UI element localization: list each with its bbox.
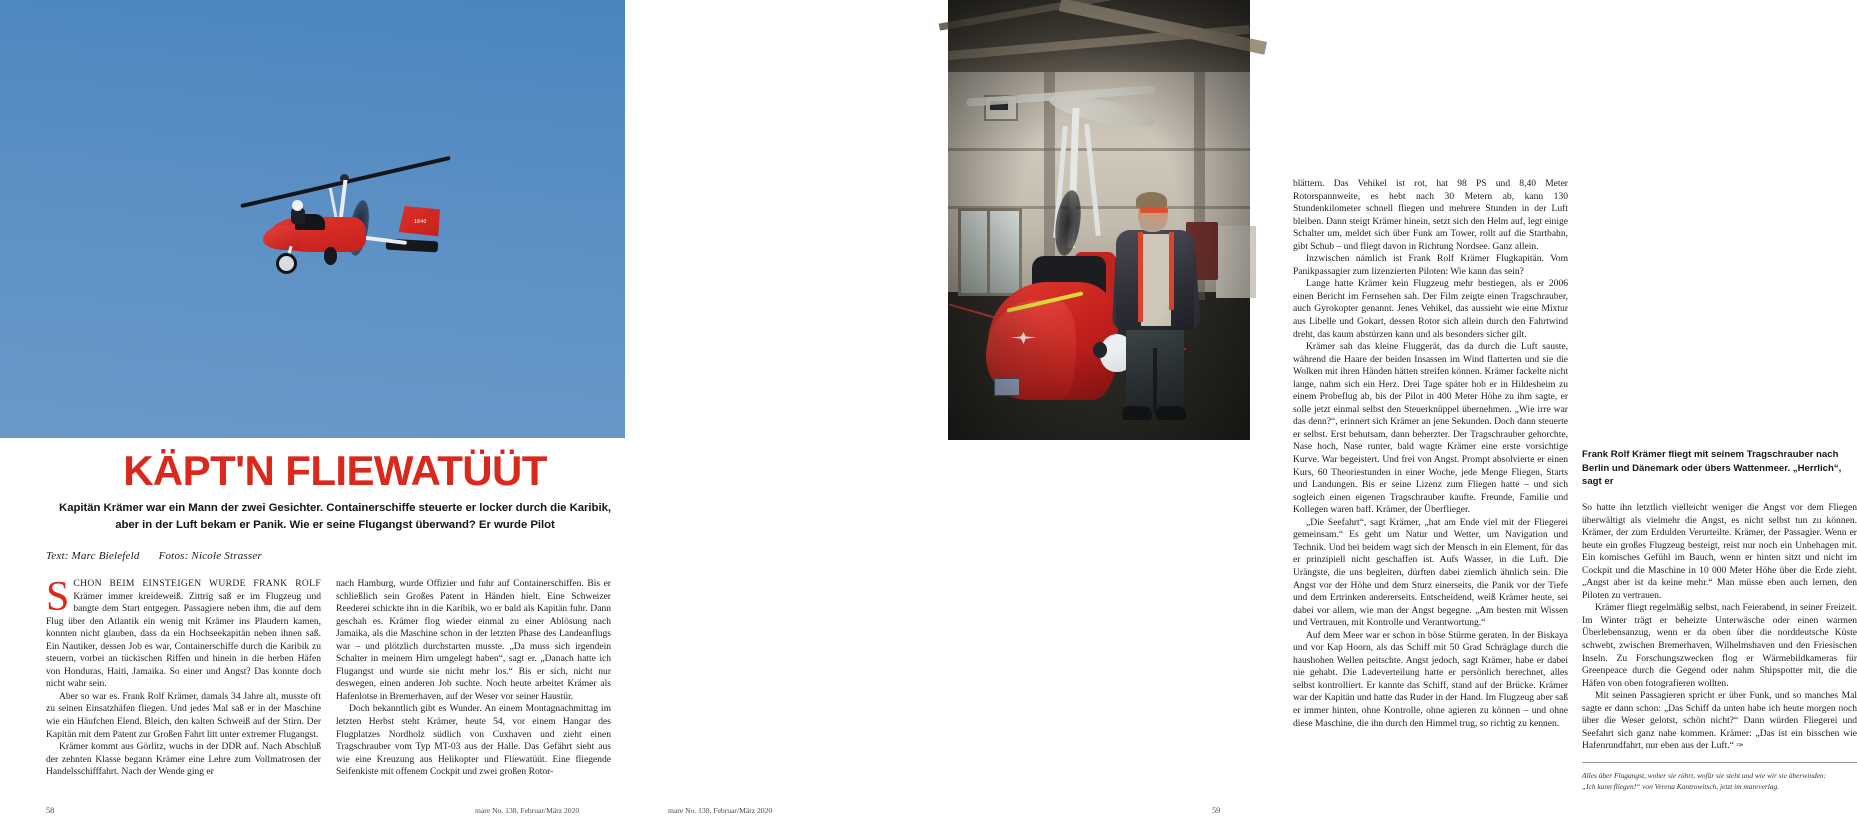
pilot-helmet-icon — [292, 200, 303, 211]
byline-text: Text: Marc Bielefeld — [46, 550, 140, 562]
photo-vignette — [948, 0, 1250, 440]
paragraph: nach Hamburg, wurde Offizier und fuhr auf Containerschiffen. Bis er schließlich sein Großes Patent in Händen hielt. Eine Schweizer Reederei schickte ihn in die Karibik, wo er bald als Kapitän fuhr. Dann geschah es. Krämer flog wieder einmal zu einer Ablösung nach Jamaika, als die Maschine schon in der letzten Phase des Landeanflugs war – und plötzlich durchstarten musste. „Da muss sich irgendein Schalter in meinem Hirn umgelegt haben“, sagt er. „Danach hatte ich Flugangst und wurde sie nicht mehr los.“ Bis er sich, nicht nur deswegen, einen anderen Job suchte. Noch heute arbeitet Krämer als Hafenlotse in Bremerhaven, auf der Weser vor seiner Haustür. — [336, 578, 611, 702]
paragraph-text: Mit seinen Passagieren spricht er über Funk, und so manches Mal sagte er dann schon: „Das Schiff da unten habe ich heute morgen noch über die Weser gelotst, schön nicht?“ Dann würden Fliegerei und Seefahrt sich ganz nahe kommen. Krämer: „Das ist ein bisschen wie Hafenrundfahrt, nur eben aus der Luft.“ — [1582, 690, 1857, 752]
paragraph: Krämer kommt aus Görlitz, wuchs in der DDR auf. Nach Abschluß der zehnten Klasse begann Krämer eine Lehre zum Vollmatrosen der Handelsschifffahrt. Nach der Wende ging er — [46, 741, 321, 778]
folio-right: 59 — [1212, 806, 1221, 815]
paragraph: Inzwischen nämlich ist Frank Rolf Krämer Flugkapitän. Vom Panikpassagier zum lizenzierten Piloten: Wie kann das sein? — [1293, 253, 1568, 277]
end-mark-icon: ✑ — [1736, 741, 1744, 752]
page-right — [625, 0, 1857, 834]
running-head-right: mare No. 138, Februar/März 2020 — [668, 806, 773, 815]
footnote-line-2: „Ich kann fliegen!“ von Verena Kantrowitsch, jetzt im mareverlag. — [1582, 782, 1780, 791]
photo-caption — [1582, 448, 1857, 489]
lead-paragraph — [46, 574, 321, 691]
paragraph: Lange hatte Krämer kein Flugzeug mehr bestiegen, als er 2006 einen Bericht im Fernsehen sah. Der Film zeigte einen Tragschrauber, auch Gyrokopter genannt. Jenes Vehikel, das aussieht wie eine Mixtur aus Libelle und Gokart, dessen Rotor sich allein durch den Fahrtwind dreht, das kaum abstürzen kann und als besonders sicher gilt. — [1293, 278, 1568, 340]
caption-line-1: Frank Rolf Krämer fliegt mit seinem Tragschrauber nach Berlin — [1582, 449, 1839, 474]
footnote-line-1: Alles über Flugangst, woher sie rührt, wofür sie steht und wie wir sie überwinden: — [1582, 771, 1827, 780]
caption-line-2: und Dänemark oder übers Wattenmeer. „Herrlich“, sagt er — [1582, 462, 1842, 488]
page-left — [0, 0, 625, 834]
paragraph: Doch bekanntlich gibt es Wunder. An einem Montagnachmittag im letzten Herbst steht Krämer, heute 54, vor einem Hangar des Flugplatzes Nordholz südlich von Cuxhaven und zieht einen Tragschrauber vom Typ MT-03 aus der Halle. Das Gefährt sieht aus wie eine Kreuzung aus Helikopter und Fliewatüüt. Eine fliegende Seifenkiste mit offenem Cockpit und zwei großen Rotor- — [336, 703, 611, 778]
article-deck: Kapitän Krämer war ein Mann der zwei Gesichter. Containerschiffe steuerte er locker durch die Karibik, aber in der Luft bekam er Panik. Wie er seine Flugangst überwand? Er wurde Pilot — [59, 502, 611, 531]
nose-wheel — [324, 247, 337, 265]
byline — [46, 550, 278, 562]
page-title: KÄPT'N FLIEWATÜÜT — [123, 447, 547, 494]
body-column-4 — [1582, 502, 1857, 753]
paragraph: So hatte ihn letztlich vielleicht weniger die Angst vor dem Fliegen überwältigt als vielmehr die Angst, es nicht selbst tun zu können. Krämer, der zum Erdulden Verurteilte. Krämer, der Passagier. Wenn er heute ein großes Flugzeug besteigt, reist nur noch ein Unbehagen mit. Ein komisches Gefühl im Bauch, wenn er hinten sitzt und nicht im Cockpit und die Maschine in 10 000 Meter Höhe über die Erde zieht. „Angst aber ist da keine mehr.“ Man müsse eben auch lernen, den Piloten zu vertrauen. — [1582, 502, 1857, 601]
paragraph: „Die Seefahrt“, sagt Krämer, „hat am Ende viel mit der Fliegerei gemeinsam.“ Es geht um Natur und Wetter, um Navigation und Technik. Und bei beidem wagt sich der Mensch in ein Element, für das er prinzipiell nicht geschaffen ist. Aufs Wasser, in die Luft. Die Urängste, die uns begleiten, dürften dabei ziemlich ähnlich sein. Die Angst vor der Höhe und dem Sturz einerseits, die Panik vor der Tiefe und dem Ertrinken andererseits. Entscheidend, weiß Krämer heute, sei dabei vor allem, wie man der Angst begegne. „Am besten mit Wissen und Vertrauen, mit Kontrolle und Verantwortung.“ — [1293, 516, 1568, 629]
lead-rest: Krämer immer kreideweiß. Zittrig saß er im Flugzeug und bangte dem Start entgegen. Passagiere neben ihm, die auf dem Flug über den Atlantik ein wenig mit Krämer ins Plaudern kamen, konnten nicht glauben, dass da ein Hochseekapitän neben ihnen saß. Ein Nautiker, dessen Job es war, Containerschiffe durch die Karibik zu steuern, vorbei an tückischen Riffen und hinein in die herben Häfen von Honduras, Haiti, Jamaika. So einer und Angst? Das konnte doch nicht wahr sein. — [46, 590, 321, 690]
gyrocopter-in-flight-photo — [0, 0, 625, 438]
gyrocopter-illustration — [228, 122, 463, 272]
byline-photos: Fotos: Nicole Strasser — [158, 550, 262, 562]
lead-smallcaps: CHON BEIM EINSTEIGEN WURDE FRANK ROLF — [73, 578, 321, 589]
running-head-left: mare No. 138, Februar/März 2020 — [475, 806, 580, 815]
paragraph — [1582, 690, 1857, 753]
book-footnote — [1582, 762, 1857, 792]
paragraph: Aber so war es. Frank Rolf Krämer, damals 34 Jahre alt, musste oft zu seinen Einsatzhäfen fliegen. Und jedes Mal saß er in der Maschine wie ein Häufchen Elend. Bleich, den kalten Schweiß auf der Stirn. Der Kapitän mit dem Patent zur Großen Fahrt litt unter extremer Flugangst. — [46, 690, 321, 740]
tail-registration-text: 1840 — [414, 219, 427, 225]
drop-cap: S — [46, 574, 70, 620]
paragraph: Krämer fliegt regelmäßig selbst, nach Feierabend, in seiner Freizeit. Im Winter trägt er beheizte Unterwäsche oder einen warmen Überlebensanzug, wenn er da oben über die norddeutsche Küste schwebt, zwischen Bremerhaven, Wilhelmshaven und den Friesischen Inseln. Zu Forschungszwecken flog er Wärmebildkameras für Greenpeace durch die Gegend oder nahm Shipspotter mit, die die Häfen von oben fotografieren wollten. — [1582, 602, 1857, 689]
main-wheel — [276, 253, 297, 274]
paragraph: Krämer sah das kleine Fluggerät, das da durch die Luft sauste, während die Haare der beiden Insassen im Wind flatterten und sie die Wolken mit ihren Händen hätten streifen können. Krämer fackelte nicht lange, nahm sich ein Herz. Drei Tage später hob er in Hildesheim zu einem Probeflug ab, bis der Pilot in 400 Meter Höhe zu ihm sagte, er solle jetzt einmal selbst den Steuerknüppel übernehmen. „Wie irre war das denn?“, erinnert sich Krämer an jene Sekunden. Doch dann steuerte er selbst. Erst behutsam, dann beherzter. Der Tragschrauber gehorchte, Nase hoch, Nase runter, bald wagte Krämer eine erste vorsichtige Kurve. War begeistert. Und frei von Angst. Prompt absolvierte er einen Kurs, 60 Theoriestunden in einer Woche, jede Menge Fliegen, Starts und Landungen. Bis er seine Lizenz zum Fliegen hatte – und sich sogleich einen eigenen Tragschrauber kaufte. Freunde, Familie und Kollegen waren baff. Krämer, der Überflieger. — [1293, 341, 1568, 516]
body-column-1 — [46, 574, 321, 779]
paragraph: Auf dem Meer war er schon in böse Stürme geraten. In der Biskaya und vor Kap Hoorn, als das Schiff mit 50 Grad Schräglage durch die haushohen Wellen peitschte. Angst jedoch, sagt Krämer, habe er dabei nie gehabt. Die Ladeverteilung hatte er persönlich berechnet, alles selbst kontrolliert. Er kannte das Schiff, stand auf der Brücke. Krämer war der Kapitän und hatte das Ruder in der Hand. Im Flugzeug aber saß er immer hinten, ohne Kontrolle, ohne agieren zu können – und ohne diese Maschine, die ihn durch den Himmel trug, so richtig zu kennen. — [1293, 629, 1568, 729]
body-column-3 — [1293, 178, 1568, 730]
folio-left: 58 — [46, 806, 55, 815]
body-column-2 — [336, 578, 611, 779]
rotor-mast — [339, 180, 348, 220]
pilot-with-gyrocopter-in-hangar-photo — [948, 0, 1250, 440]
paragraph: blättern. Das Vehikel ist rot, hat 98 PS und 8,40 Meter Rotorspannweite, es hebt nach 30 Metern ab, kann 130 Stundenkilometer schnell fliegen und mehrere Stunden in der Luft bleiben. Dann steigt Krämer hinein, setzt sich den Helm auf, legt einige Schalter um, meldet sich über Funk am Tower, rollt auf die Startbahn, gibt Schub – und fliegt davon in Richtung Nordsee. Ganz allein. — [1293, 178, 1568, 252]
